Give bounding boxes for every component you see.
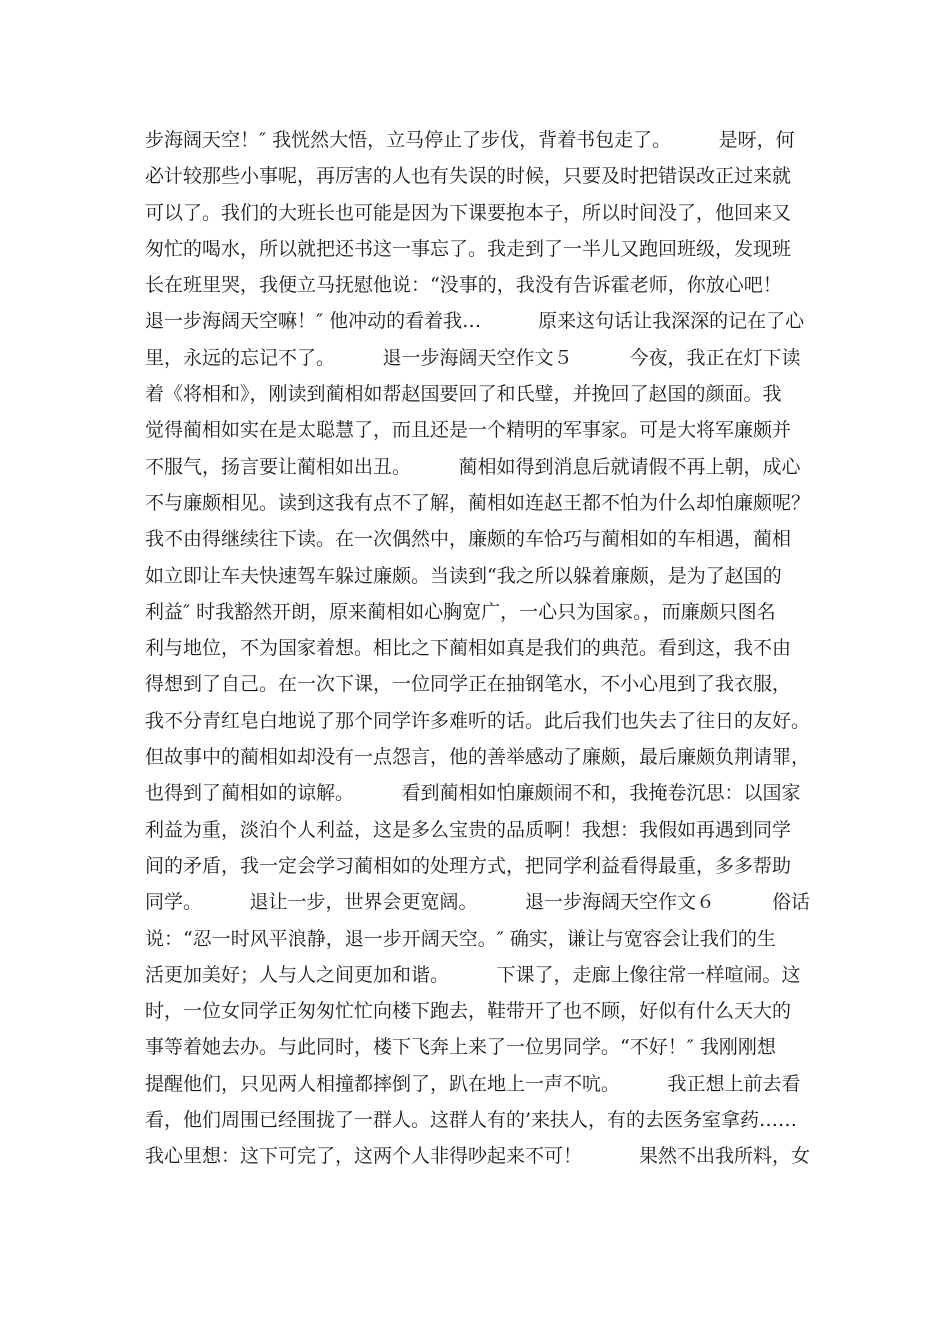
text-line: 觉得蔺相如实在是太聪慧了，而且还是一个精明的军事家。可是大将军廉颇并 <box>145 419 792 442</box>
text-line: 同学。 退让一步，世界会更宽阔。 退一步海阔天空作文６ 俗话 <box>145 891 811 914</box>
text-line: 里，永远的忘记不了。 退一步海阔天空作文５ 今夜，我正在灯下读 <box>145 346 801 369</box>
text-line: 长在班里哭，我便立马抚慰他说：“没事的，我没有告诉霍老师，你放心吧！ <box>145 274 782 297</box>
text-line: 如立即让车夫快速驾车躲过廉颇。当读到“我之所以躲着廉颇，是为了赵国的 <box>145 564 782 587</box>
text-line: 提醒他们，只见两人相撞都摔倒了，趴在地上一声不吭。 我正想上前去看 <box>145 1072 801 1095</box>
essay-body-text <box>145 122 815 1175</box>
text-line: 我不分青红皂白地说了那个同学许多难听的话。此后我们也失去了往日的友好。 <box>145 709 811 732</box>
text-line: 利益″ 时我豁然开朗，原来蔺相如心胸宽广，一心只为国家。，而廉颇只图名 <box>145 600 776 623</box>
text-line: 看，他们周围已经围拢了一群人。这群人有的’来扶人，有的去医务室拿药…… <box>145 1109 798 1132</box>
text-line: 时，一位女同学正匆匆忙忙向楼下跑去，鞋带开了也不顾，好似有什么天大的 <box>145 1000 792 1023</box>
text-line: 我不由得继续往下读。在一次偶然中，廉颇的车恰巧与蔺相如的车相遇，蔺相 <box>145 528 792 551</box>
text-line: 着《将相和》，刚读到蔺相如帮赵国要回了和氏璧，并挽回了赵国的颜面。我 <box>145 383 782 406</box>
text-line: 可以了。我们的大班长也可能是因为下课要抱本子，所以时间没了，他回来又 <box>145 201 792 224</box>
text-line: 说：“忍一时风平浪静，退一步开阔天空。″ 确实，谦让与宽容会让我们的生 <box>145 927 776 950</box>
text-line: 退一步海阔天空嘛！″ 他冲动的看着我… 原来这句话让我深深的记在了心 <box>145 310 805 333</box>
text-line: 利益为重，淡泊个人利益，这是多么宝贵的品质啊！我想：我假如再遇到同学 <box>145 818 792 841</box>
text-line: 但故事中的蔺相如却没有一点怨言，他的善举感动了廉颇，最后廉颇负荆请罪， <box>145 746 811 769</box>
text-line: 不服气，扬言要让蔺相如出丑。 蔺相如得到消息后就请假不再上朝，成心 <box>145 455 801 478</box>
text-line: 间的矛盾，我一定会学习蔺相如的处理方式，把同学利益看得最重，多多帮助 <box>145 854 792 877</box>
text-line: 也得到了蔺相如的谅解。 看到蔺相如怕廉颇闹不和，我掩卷沉思：以国家 <box>145 782 801 805</box>
text-line: 活更加美好；人与人之间更加和谐。 下课了，走廊上像往常一样喧闹。这 <box>145 963 801 986</box>
text-line: 利与地位，不为国家着想。相比之下蔺相如真是我们的典范。看到这，我不由 <box>145 637 792 660</box>
text-line: 匆忙的喝水，所以就把还书这一事忘了。我走到了一半儿又跑回班级，发现班 <box>145 237 792 260</box>
text-line: 步海阔天空！″ 我恍然大悟，立马停止了步伐，背着书包走了。 是呀，何 <box>145 129 795 151</box>
text-line: 得想到了自己。在一次下课，一位同学正在抽钢笔水，不小心甩到了我衣服， <box>145 673 792 696</box>
text-line: 不与廉颇相见。读到这我有点不了解，蔺相如连赵王都不怕为什么却怕廉颇呢？ <box>145 491 811 514</box>
text-line: 我心里想：这下可完了，这两个人非得吵起来不可！ 果然不出我所料，女 <box>145 1145 811 1168</box>
text-line: 必计较那些小事呢，再厉害的人也有失误的时候，只要及时把错误改正过来就 <box>145 165 792 188</box>
text-line: 事等着她去办。与此同时，楼下飞奔上来了一位男同学。“不好！″ 我刚刚想 <box>145 1036 776 1059</box>
